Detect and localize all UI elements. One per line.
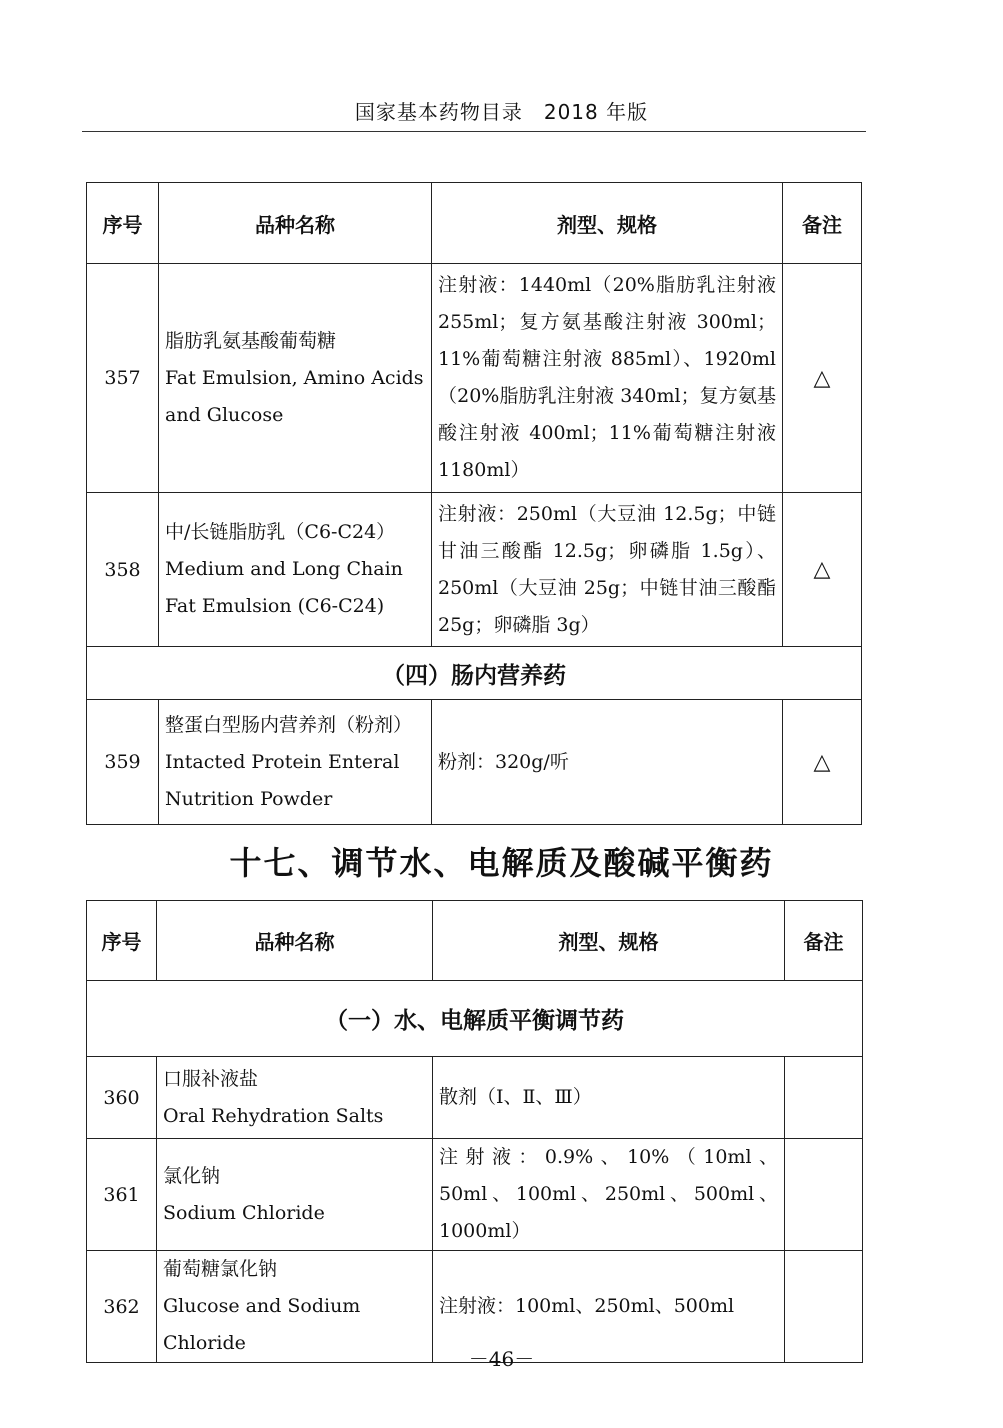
drug-spec: 注射液：1440ml（20%脂肪乳注射液 255ml；复方氨基酸注射液 300ml；11%葡萄糖注射液 885ml）、1920ml（20%脂肪乳注射液 340ml；复方氨基酸注射液 400ml；11%葡萄糖注射液 1180ml） [432,264,783,493]
drug-table-2 [86,900,863,1363]
drug-spec: 散剂（Ⅰ、Ⅱ、Ⅲ） [433,1057,785,1139]
row-number: 358 [87,493,159,647]
drug-name-cn: 脂肪乳氨基酸葡萄糖 [165,329,337,352]
page-number: －46－ [468,1347,535,1371]
chapter-title: 十七、调节水、电解质及酸碱平衡药 [229,844,774,882]
col-header-note: 备注 [785,901,863,981]
header-rule [82,131,866,132]
drug-name-en: Intacted Protein Enteral Nutrition Powder [165,750,400,810]
section-title: （一）水、电解质平衡调节药 [87,981,863,1057]
table-row [87,264,862,493]
row-number: 361 [87,1139,157,1251]
drug-spec: 注射液：100ml、250ml、500ml [433,1251,785,1363]
col-header-spec: 剂型、规格 [433,901,785,981]
table-row [87,493,862,647]
row-number: 359 [87,700,159,825]
table-row [87,700,862,825]
row-number: 362 [87,1251,157,1363]
row-number: 357 [87,264,159,493]
drug-name-cn: 中/长链脂肪乳（C6-C24） [165,521,396,543]
drug-note: △ [783,493,862,647]
drug-name-cn: 氯化钠 [163,1164,221,1187]
table-header-row [87,183,862,264]
row-number: 360 [87,1057,157,1139]
table-header-row [87,901,863,981]
drug-name-cn: 葡萄糖氯化钠 [163,1258,278,1280]
drug-name [159,700,432,825]
drug-name [159,264,432,493]
drug-name-en: Sodium Chloride [163,1201,325,1224]
section-row [87,647,862,700]
drug-spec: 注射液：0.9%、10%（10ml、50ml、100ml、250ml、500ml、1000ml） [433,1139,785,1251]
drug-name [157,1139,433,1251]
col-header-no: 序号 [87,183,159,264]
section-row [87,981,863,1057]
section-title: （四）肠内营养药 [87,647,862,700]
drug-name-en: Oral Rehydration Salts [163,1104,384,1127]
table-row [87,1139,863,1251]
drug-name-en: Glucose and Sodium Chloride [163,1295,361,1354]
drug-table-1 [86,182,862,825]
drug-name-cn: 口服补液盐 [163,1067,259,1090]
col-header-name: 品种名称 [157,901,433,981]
drug-spec: 粉剂：320g/听 [432,700,783,825]
drug-name-cn: 整蛋白型肠内营养剂（粉剂） [165,713,413,736]
drug-note [785,1139,863,1251]
table-row [87,1057,863,1139]
col-header-name: 品种名称 [159,183,432,264]
drug-name-en: Medium and Long Chain Fat Emulsion (C6-C24) [165,558,403,617]
drug-note: △ [783,700,862,825]
drug-name [157,1057,433,1139]
col-header-spec: 剂型、规格 [432,183,783,264]
drug-note [785,1057,863,1139]
running-header: 国家基本药物目录 2018 年版 [354,100,649,124]
drug-name [159,493,432,647]
col-header-note: 备注 [783,183,862,264]
drug-name-en: Fat Emulsion, Amino Acids and Glucose [165,366,424,426]
drug-spec: 注射液：250ml（大豆油 12.5g；中链甘油三酸酯 12.5g；卵磷脂 1.5g）、250ml（大豆油 25g；中链甘油三酸酯 25g；卵磷脂 3g） [432,493,783,647]
drug-note: △ [783,264,862,493]
col-header-no: 序号 [87,901,157,981]
